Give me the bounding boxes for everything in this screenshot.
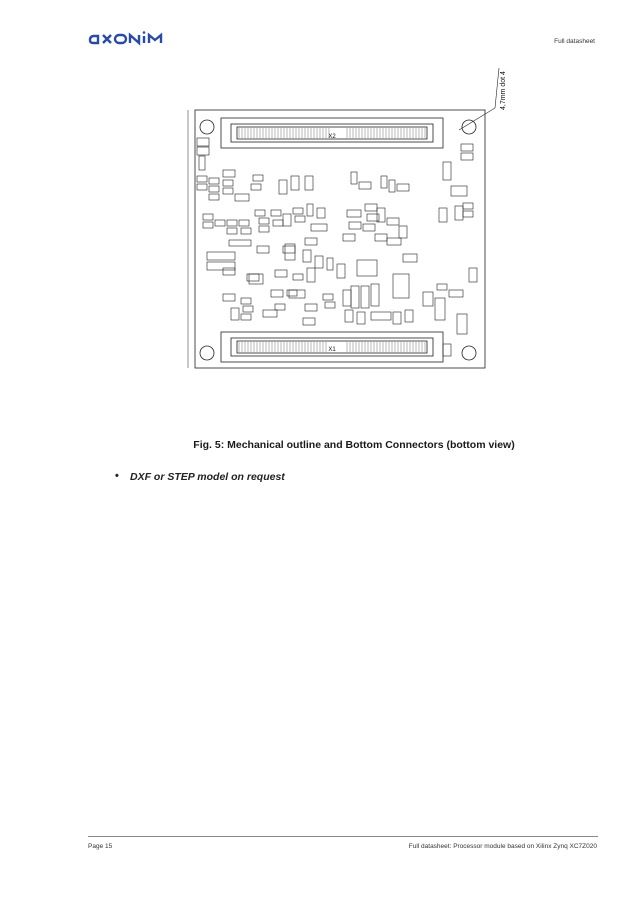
- header-title: Full datasheet: [554, 38, 595, 45]
- connector-x1-label: X1: [328, 347, 336, 353]
- dimension-note: 4,7mm dot 4: [500, 71, 507, 110]
- footer-divider: [88, 836, 598, 837]
- bullet-text: DXF or STEP model on request: [130, 471, 285, 483]
- mechanical-outline-figure: [187, 71, 507, 378]
- page-number: Page 15: [88, 843, 113, 850]
- pcb-drawing: [187, 71, 507, 373]
- bullet-marker-icon: •: [115, 470, 119, 482]
- connector-x2-label: X2: [328, 134, 336, 140]
- axonim-logo: [88, 31, 184, 50]
- figure-caption: Fig. 5: Mechanical outline and Bottom Connectors (bottom view): [193, 439, 515, 451]
- footer-title: Full datasheet: Processor module based on Xilinx Zynq XC7Z020: [408, 843, 597, 850]
